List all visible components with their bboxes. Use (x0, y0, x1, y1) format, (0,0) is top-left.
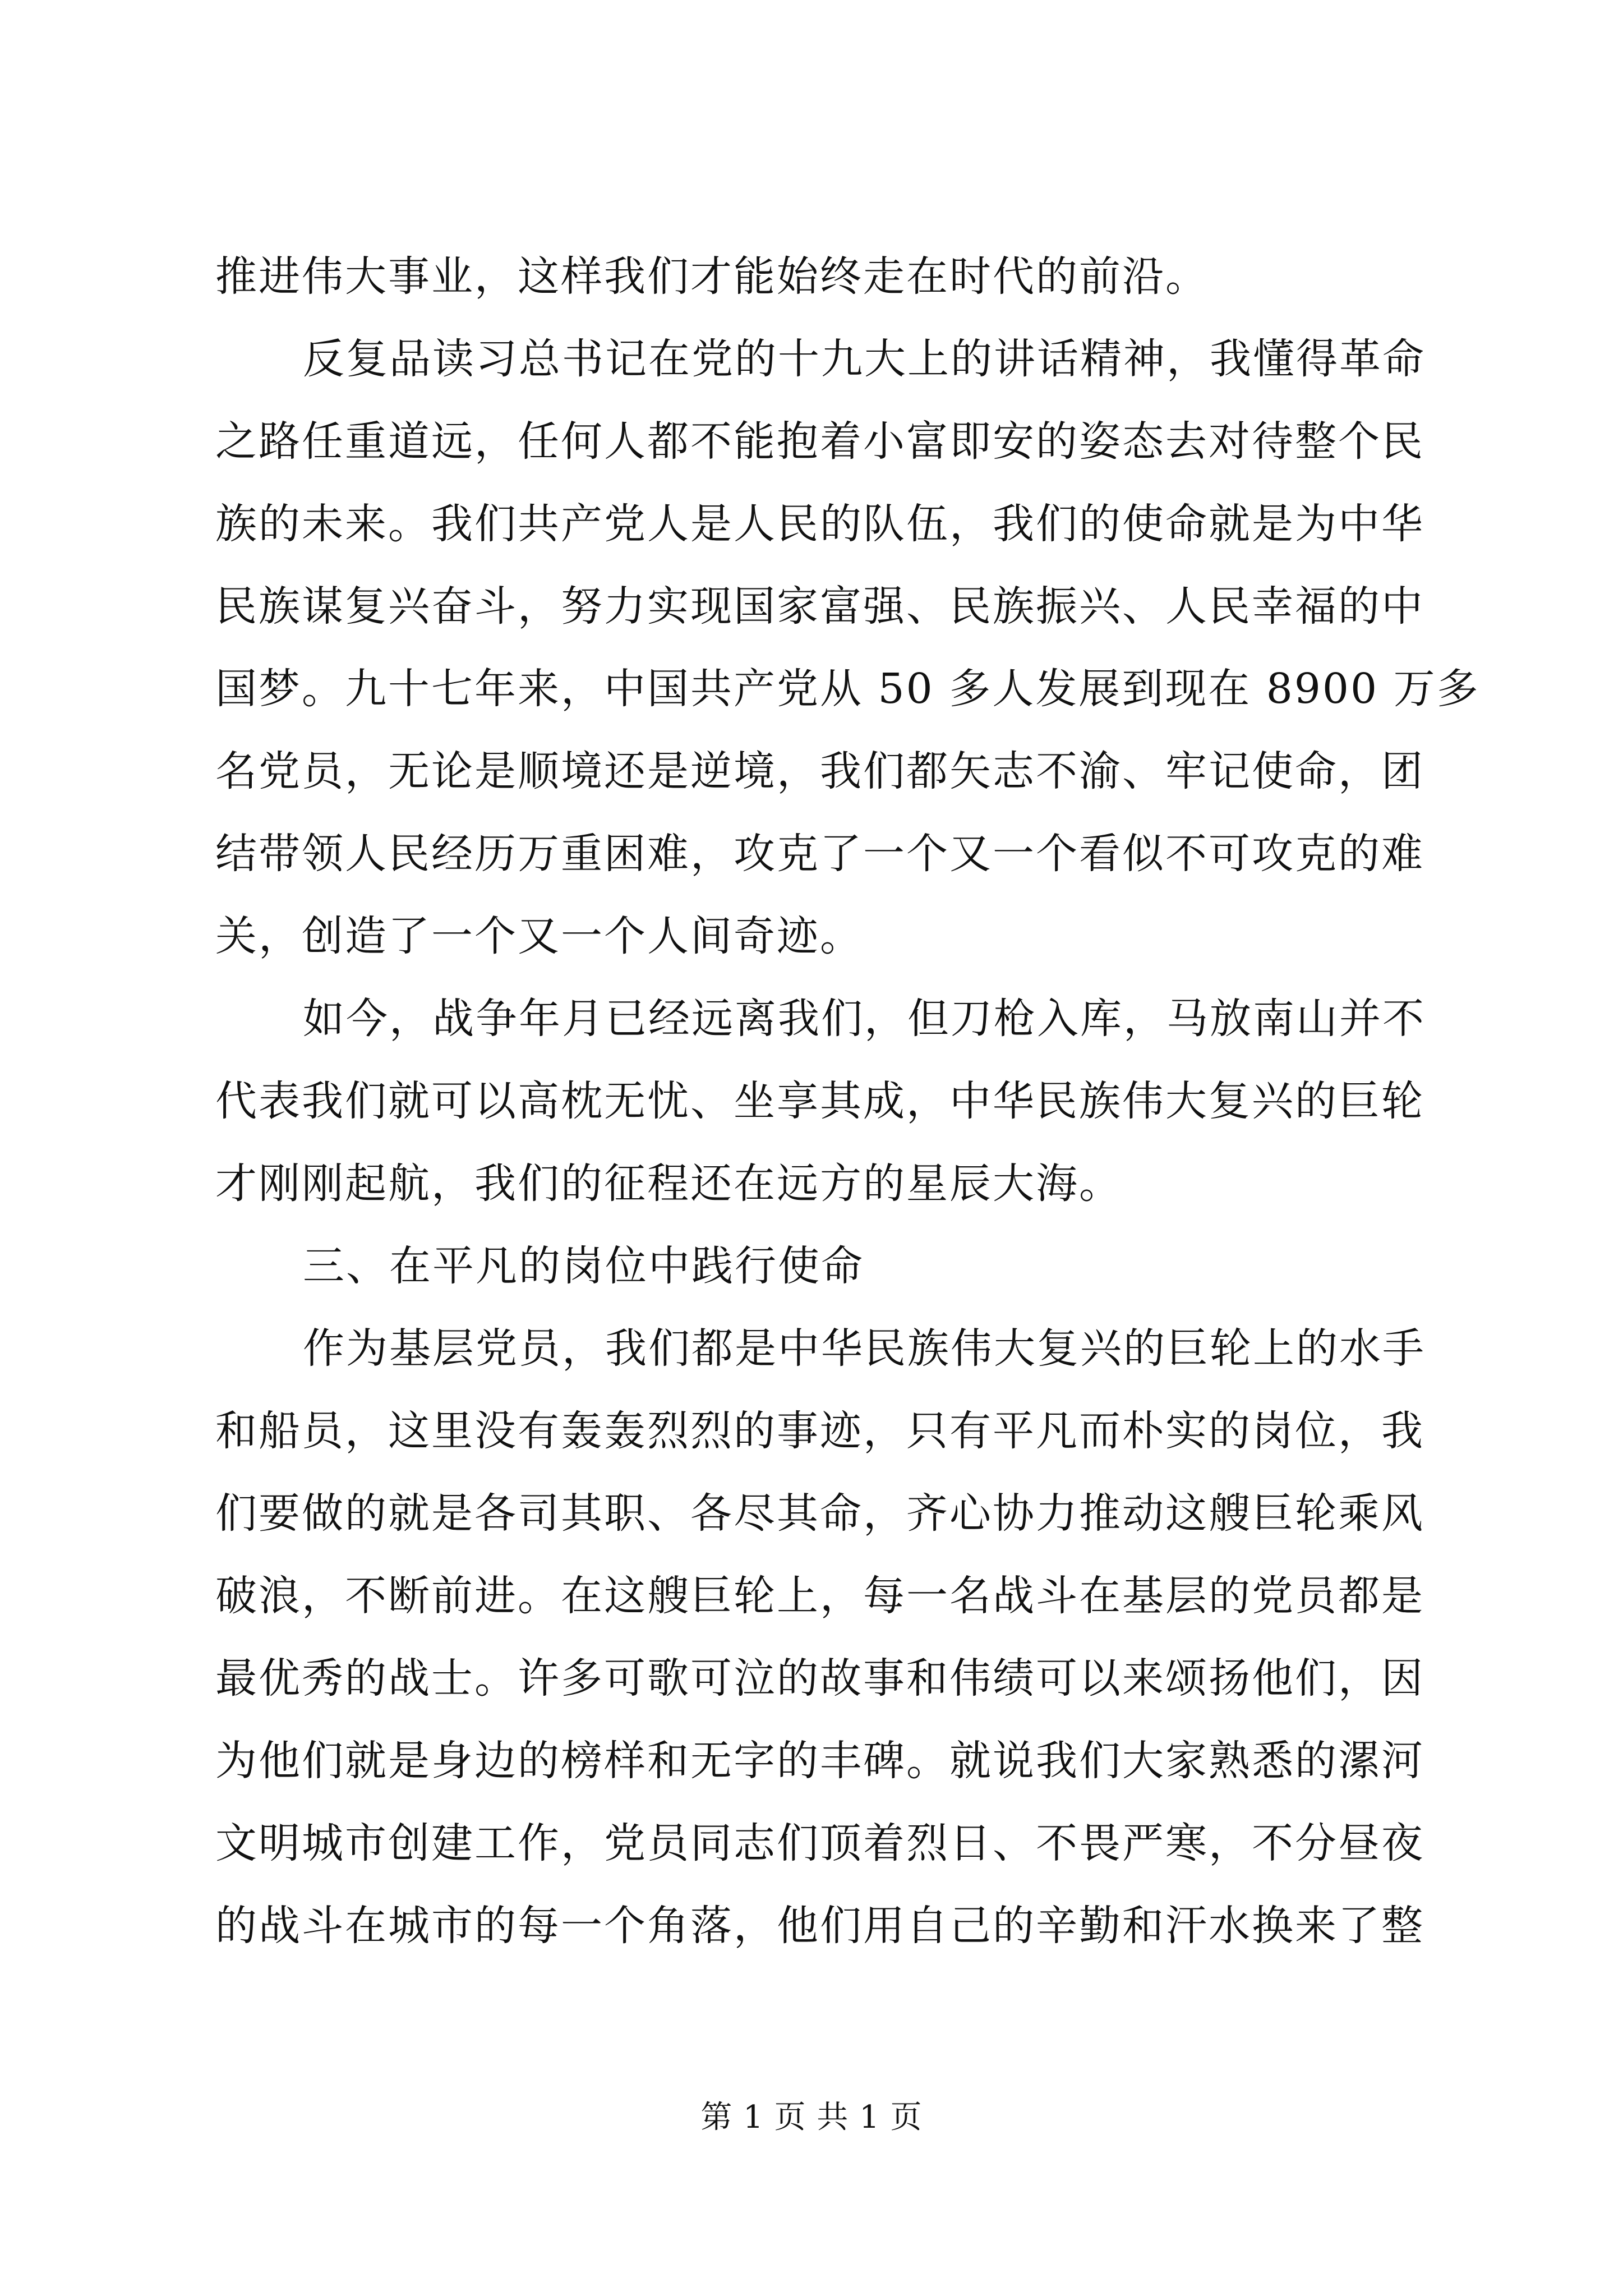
text-line: 反复品读习总书记在党的十九大上的讲话精神，我懂得革命 (303, 335, 1426, 383)
text-line: 的战斗在城市的每一个角落，他们用自己的辛勤和汗水换来了整 (215, 1902, 1424, 1950)
text-line: 推进伟大事业，这样我们才能始终走在时代的前沿。 (215, 252, 1209, 301)
text-line: 最优秀的战士。许多可歌可泣的故事和伟绩可以来颂扬他们，因 (215, 1654, 1424, 1703)
text-line: 结带领人民经历万重困难，攻克了一个又一个看似不可攻克的难 (215, 830, 1424, 878)
page-footer: 第 1 页 共 1 页 (700, 2099, 923, 2136)
section-heading: 三、在平凡的岗位中践行使命 (303, 1242, 864, 1290)
text-line: 才刚刚起航，我们的征程还在远方的星辰大海。 (215, 1159, 1122, 1208)
text-line: 们要做的就是各司其职、各尽其命，齐心协力推动这艘巨轮乘风 (215, 1489, 1424, 1538)
text-line: 国梦。九十七年来，中国共产党从 50 多人发展到现在 8900 万多 (215, 665, 1480, 713)
text-line: 族的未来。我们共产党人是人民的队伍，我们的使命就是为中华 (215, 500, 1424, 548)
text-line: 文明城市创建工作，党员同志们顶着烈日、不畏严寒，不分昼夜 (215, 1819, 1424, 1867)
text-line: 名党员，无论是顺境还是逆境，我们都矢志不渝、牢记使命，团 (215, 747, 1424, 795)
text-line: 破浪，不断前进。在这艘巨轮上，每一名战斗在基层的党员都是 (215, 1572, 1424, 1620)
text-line: 关，创造了一个又一个人间奇迹。 (215, 912, 863, 960)
text-line: 为他们就是身边的榜样和无字的丰碑。就说我们大家熟悉的漯河 (215, 1737, 1424, 1785)
document-body (215, 236, 1480, 1967)
text-line: 代表我们就可以高枕无忧、坐享其成，中华民族伟大复兴的巨轮 (215, 1077, 1424, 1125)
text-line: 作为基层党员，我们都是中华民族伟大复兴的巨轮上的水手 (303, 1324, 1426, 1373)
text-line: 如今，战争年月已经远离我们，但刀枪入库，马放南山并不 (303, 995, 1426, 1043)
text-line: 之路任重道远，任何人都不能抱着小富即安的姿态去对待整个民 (215, 417, 1424, 466)
text-line: 民族谋复兴奋斗，努力实现国家富强、民族振兴、人民幸福的中 (215, 582, 1424, 631)
text-line: 和船员，这里没有轰轰烈烈的事迹，只有平凡而朴实的岗位，我 (215, 1407, 1424, 1455)
